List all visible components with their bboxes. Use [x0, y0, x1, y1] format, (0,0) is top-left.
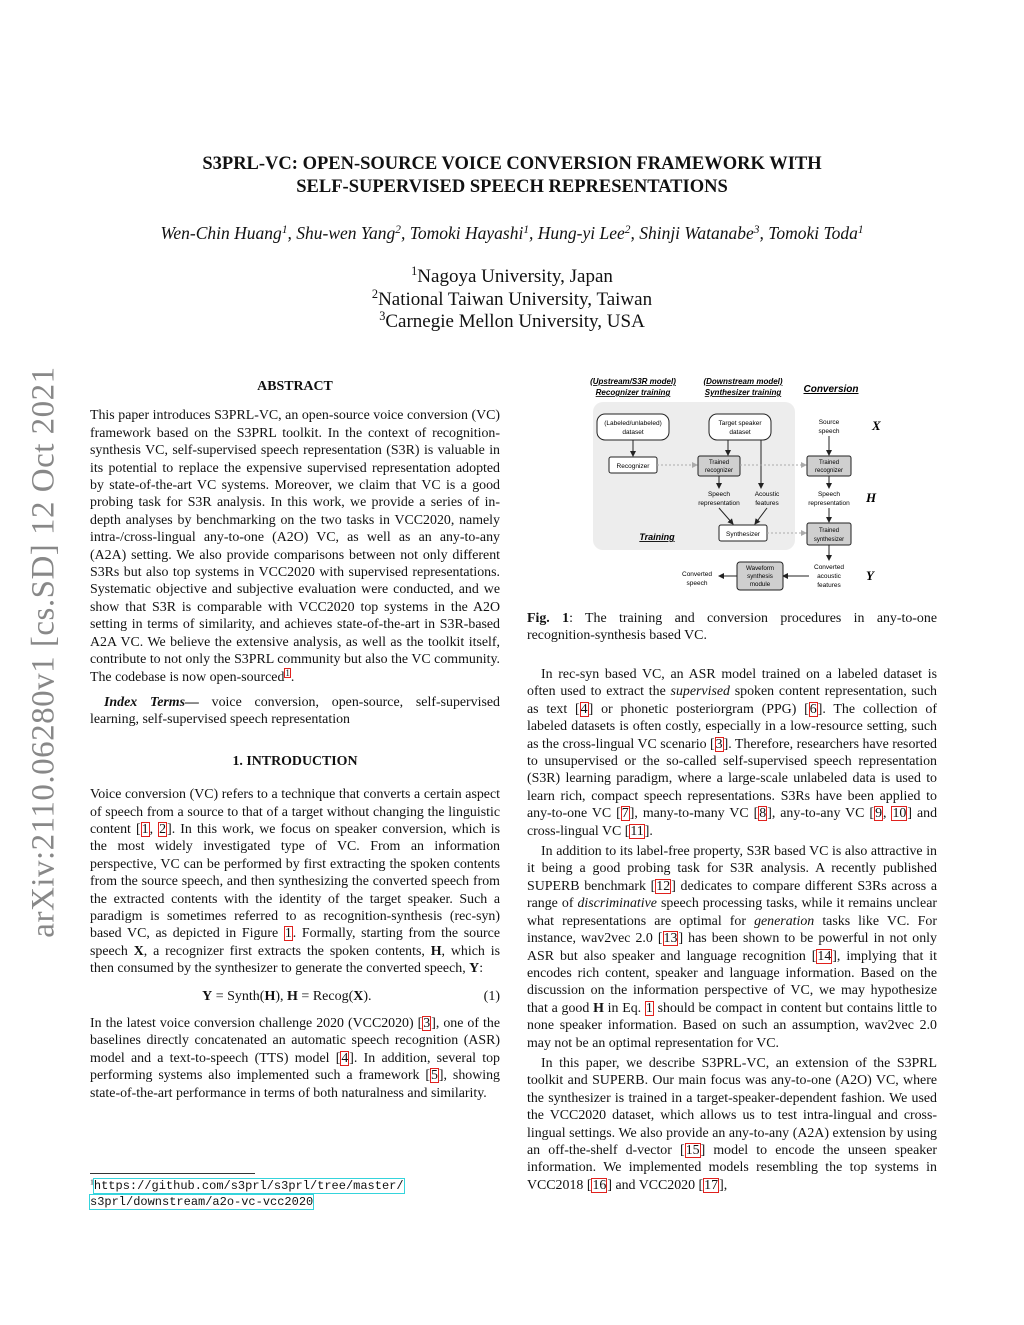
fig-conv-acoustic-line2: acoustic	[817, 573, 841, 580]
author: Wen-Chin Huang	[160, 223, 282, 243]
footnote-url-line-2[interactable]: s3prl/downstream/a2o-vc-vcc2020	[90, 1195, 314, 1209]
fig-col2-header-line2: Synthesizer training	[704, 388, 782, 397]
fig-recognizer-label: Recognizer	[616, 463, 650, 470]
fig-labeled-dataset-line2: dataset	[622, 429, 644, 436]
figure-caption-label: Fig. 1	[527, 611, 570, 626]
citation-link[interactable]: 15	[685, 1142, 700, 1158]
fig-var-x: X	[872, 418, 881, 433]
citation-link[interactable]: 9	[875, 806, 883, 822]
abstract-text: This paper introduces S3PRL-VC, an open-source voice conversion (VC) framework based on the S3PRL toolkit. In the context of recognition-synthesis VC, self-supervised speech representation (S3R) is valuable in its potential to replace the expensive supervised representation adopted by state-of-the-art VC systems. Moreover, we claim that VC is a good probing task for S3R analysis. In this work, we provide a series of in-depth analyses by benchmarking on the two tasks in VCC2020, namely intra-/cross-lingual any-to-one (A2O) VC, as well as an any-to-any (A2A) setting. We also provide comparisons between not only different S3Rs but also top systems in VCC2020 with supervised representations. Systematic objective and subjective evaluation were conducted, and we show that S3R is comparable with VCC2020 top systems in the A2O setting in terms of similarity, and achieves state-of-the-art in S3R-based A2A VC. We believe the extensive analysis, as well as the toolkit itself, contribute to not only the S3PRL community but also the VC community. The codebase is now open-sourced$^1$.	[90, 408, 500, 685]
citation-link[interactable]: 5	[430, 1068, 438, 1084]
author-affiliation-mark: 1	[857, 223, 864, 236]
title-line-2: SELF-SUPERVISED SPEECH REPRESENTATIONS	[296, 177, 728, 197]
equation-number: (1)	[483, 988, 500, 1004]
figure-caption: Fig. 1: The training and conversion procedures in any-to-one recognition-synthesis based VC.	[527, 611, 937, 644]
footnote	[90, 1178, 500, 1210]
citation-link[interactable]: 1	[141, 821, 149, 837]
intro-paragraph-1: Voice conversion (VC) refers to a technique that converts a certain aspect of speech from a source to that of a target without changing the linguistic content [1, 2]. In this work, we focus on speaker conversion, which is the most widely investigated type of VC. From an information perspective, VC can be performed by first extracting the spoken contents from the source speech, and then synthesizing the converted speech from the extracted contents with the identity of the target speaker. Such a paradigm is sometimes referred to as recognition-synthesis (rec-syn) based VC, as depicted in Figure 1. Formally, starting from the source speech X, a recognizer first extracts the spoken contents, H, which is then consumed by the synthesizer to generate the converted speech, Y:	[90, 787, 501, 977]
fig-labeled-dataset-line1: (Labeled/unlabeled)	[604, 420, 662, 427]
fig-col1-header-line2: Recognizer training	[595, 388, 671, 397]
citation-link[interactable]: 12	[656, 878, 671, 894]
fig-var-y: Y	[866, 568, 874, 583]
footnote-mark: 1	[90, 1177, 94, 1187]
right-paragraph-1: In rec-syn based VC, an ASR model trained on a labeled dataset is often used to extract the supervised spoken content representation, such as text [4] or phonetic posteriorgram (PPG) [6]. The collection of labeled datasets is often costly, especially in a low-resource setting, such as the cross-lingual VC scenario [3]. Therefore, researchers have resorted to unsupervised or the so-called self-supervised speech representation (S3R) learning paradigm, where a large-scale unlabeled data is used to learn rich, compact speech representations. S3Rs have been applied to any-to-one VC [7], many-to-many VC [8], any-to-any VC [9, 10] and cross-lingual VC [11].	[527, 667, 938, 839]
fig-synthesizer-label: Synthesizer	[726, 531, 760, 538]
fig-trained-synth-line1: Trained	[818, 528, 840, 534]
fig-source-speech-line1: Source	[818, 419, 840, 426]
paper-title	[130, 153, 894, 199]
citation-link[interactable]: 13	[663, 931, 678, 947]
fig-acoustic-feat-line2: features	[755, 500, 779, 507]
figure-reference-link[interactable]: 1	[284, 926, 292, 942]
fig-target-dataset-box	[709, 414, 771, 440]
citation-link[interactable]: 7	[621, 806, 629, 822]
title-line-1: S3PRL-VC: OPEN-SOURCE VOICE CONVERSION FRAMEWORK WITH	[202, 154, 822, 174]
citation-link[interactable]: 3	[423, 1016, 431, 1031]
fig-acoustic-feat-line1: Acoustic	[754, 491, 780, 498]
fig-waveform-line2: synthesis	[747, 573, 773, 580]
fig-target-dataset-line1: Target speaker	[718, 420, 762, 427]
fig-speech-rep-line1: Speech	[707, 491, 731, 498]
equation-reference-link[interactable]: 1	[645, 1000, 653, 1016]
fig-converted-speech-line1: Converted	[682, 571, 712, 578]
footnote-url-line-1[interactable]: https://github.com/s3prl/s3prl/tree/master/	[93, 1179, 404, 1193]
math-symbol: H	[430, 943, 442, 959]
fig-conv-acoustic-line1: Converted	[814, 564, 844, 571]
affiliation: $^3$Carnegie Mellon University, USA	[379, 309, 645, 332]
fig-waveform-line1: Waveform	[746, 565, 774, 572]
author: Tomoki Hayashi	[409, 223, 524, 243]
figure-1-diagram	[563, 370, 913, 600]
author-affiliation-mark: 1	[281, 223, 288, 236]
affiliation-list	[260, 266, 764, 334]
citation-link[interactable]: 14	[817, 948, 832, 964]
author-affiliation-mark: 2	[624, 223, 631, 236]
fig-col2-header-line1: (Downstream model)	[703, 377, 783, 386]
equation-expression: Y = Synth(H), H = Recog(X).	[202, 988, 372, 1004]
fig-trained-synth-line2: synthesizer	[813, 537, 845, 543]
math-symbol: H	[593, 1000, 604, 1016]
intro-heading: 1. INTRODUCTION	[232, 753, 358, 769]
fig-col3-header: Conversion	[803, 384, 859, 395]
author-list: Wen-Chin Huang$^1$, Shu-wen Yang$^2$, Tomoki Hayashi$^1$, Hung-yi Lee$^2$, Shinji Watanabe$^3$, Tomoki Toda$^1$	[160, 223, 864, 243]
right-column	[527, 666, 937, 1194]
citation-link[interactable]: 17	[704, 1177, 719, 1193]
fig-labeled-dataset-box	[597, 414, 669, 440]
author: Shu-wen Yang	[296, 223, 396, 243]
citation-link[interactable]: 4	[341, 1050, 349, 1066]
footnote-link[interactable]: 1	[285, 667, 290, 678]
fig-trained-recognizer-line2: recognizer	[704, 468, 734, 474]
author: Tomoki Toda	[768, 223, 858, 243]
citation-link[interactable]: 2	[159, 821, 167, 837]
author-affiliation-mark: 3	[753, 223, 760, 236]
fig-conv-trained-recognizer-line2: recognizer	[814, 468, 844, 474]
right-paragraph-2: In addition to its label-free property, S3R based VC is also attractive in it being a good probing task for S3R analysis. A recently published SUPERB benchmark [12] dedicates to compare different S3Rs across a range of discriminative speech processing tasks, while it remains unclear what representations are optimal for generation tasks like VC. For instance, wav2vec 2.0 [13] has been shown to be powerful in not only ASR but also speaker and language recognition [14], implying that it encodes rich content, speaker and language information. Based on the discussion on the information perspective of VC, we may hypothesize that a good H in Eq. 1 should be compact in content but contains little to none speaker information. Based on such an assumption, wav2vec 2.0 may not be an optimal representation for VC.	[527, 844, 938, 1051]
fig-conv-acoustic-line3: features	[817, 582, 841, 589]
equation-1	[90, 988, 500, 1005]
fig-target-dataset-line2: dataset	[729, 429, 751, 436]
fig-converted-speech-line2: speech	[686, 580, 708, 587]
abstract-heading: ABSTRACT	[257, 379, 333, 394]
author: Hung-yi Lee	[537, 223, 625, 243]
affiliation: $^2$National Taiwan University, Taiwan	[371, 286, 653, 310]
math-symbol: X	[133, 943, 144, 959]
fig-training-label: Training	[639, 532, 675, 542]
citation-link[interactable]: 10	[892, 806, 907, 822]
citation-link[interactable]: 8	[759, 806, 767, 822]
left-column	[90, 378, 500, 1102]
citation-link[interactable]: 6	[809, 701, 817, 717]
affiliation: $^1$Nagoya University, Japan	[411, 264, 613, 287]
fig-source-speech-line2: speech	[818, 428, 840, 435]
fig-trained-recognizer-line1: Trained	[708, 460, 730, 466]
fig-var-h: H	[866, 490, 877, 505]
index-terms-label: Index Terms—	[104, 694, 199, 710]
intro-paragraph-2: In the latest voice conversion challenge 2020 (VCC2020) [3], one of the baselines directly concatenated an automatic speech recognition (ASR) model and a text-to-speech (TTS) model [4]. In addition, several top performing systems also implemented such a framework [5], showing state-of-the-art performance in terms of both naturalness and similarity.	[90, 1016, 500, 1101]
citation-link[interactable]: 11	[630, 823, 644, 839]
citation-link[interactable]: 3	[715, 736, 723, 752]
author: Shinji Watanabe	[639, 223, 754, 243]
index-terms: Index Terms— voice conversion, open-source, self-supervised learning, self-supervised speech representation	[90, 694, 500, 728]
fig-col1-header-line1: (Upstream/S3R model)	[590, 377, 676, 386]
citation-link[interactable]: 16	[592, 1177, 607, 1193]
citation-link[interactable]: 4	[580, 701, 588, 717]
author-affiliation-mark: 2	[395, 223, 401, 236]
fig-conv-trained-recognizer-line1: Trained	[818, 460, 840, 466]
right-paragraph-3: In this paper, we describe S3PRL-VC, an extension of the S3PRL toolkit and SUPERB. Our main focus was any-to-one (A2O) VC, where the synthesizer is trained in a target-speaker-dependent fashion. We used the VCC2020 dataset, which allows us to test intra-lingual and cross-lingual settings. We also provide an any-to-any (A2A) extension by using an off-the-shelf d-vector [15] model to encode the unseen speaker information. We implemented models resembling the top systems in VCC2018 [16] and VCC2020 [17],	[527, 1055, 938, 1193]
author-affiliation-mark: 1	[523, 223, 530, 236]
math-symbol: Y	[469, 961, 480, 977]
fig-conv-speech-rep-line1: Speech	[817, 491, 841, 498]
fig-speech-rep-line2: representation	[698, 500, 740, 507]
fig-waveform-line3: module	[749, 581, 771, 588]
fig-conv-speech-rep-line2: representation	[808, 500, 850, 507]
arxiv-identifier-stamp: arXiv:2110.06280v1 [cs.SD] 12 Oct 2021	[25, 366, 62, 938]
footnote-rule	[90, 1173, 255, 1174]
